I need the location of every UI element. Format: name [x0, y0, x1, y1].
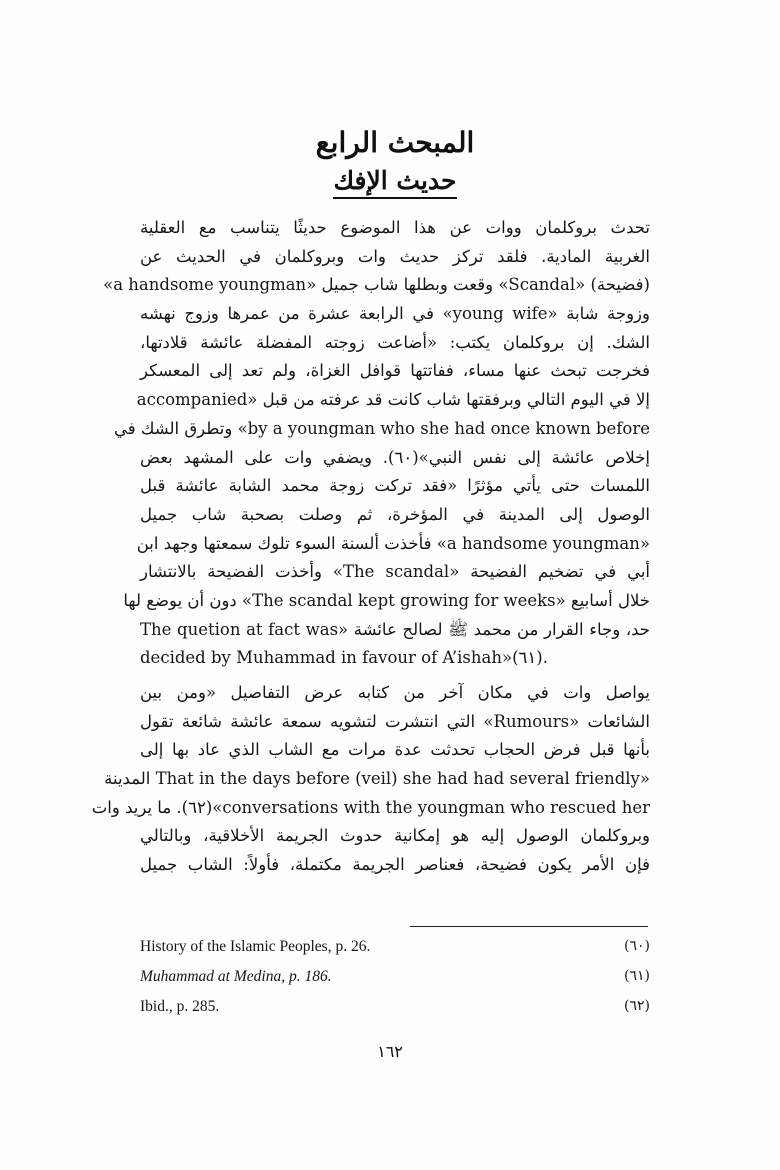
footnote-number: (٦٢) — [624, 998, 650, 1014]
text-line: إخلاص عائشة إلى نفس النبي»(٦٠). ويضفي وات على المشهد بعض — [140, 447, 650, 467]
text-line: الشائعات «Rumours» التي انتشرت لتشويه سمعة عائشة شائعة تقول — [140, 711, 650, 731]
footnote-text: History of the Islamic Peoples, p. 26. — [140, 938, 371, 955]
text-line: أبي في تضخيم الفضيحة «The scandal» وأخذت الفضيحة بالانتشار — [140, 562, 650, 582]
text-line: فإن الأمر يكون فضيحة، فعناصر الجريمة مكتملة، فأولاً: الشاب جميل — [140, 855, 650, 875]
text-line: إلا في اليوم التالي وبرفقتها شاب كانت قد عرفته من قبل «accompanied — [136, 390, 650, 410]
page-number: ١٦٢ — [377, 1042, 403, 1061]
text-line: يواصل وات في مكان آخر من كتابه عرض التفاصيل «ومن بين — [140, 683, 650, 702]
footnote — [140, 998, 650, 1022]
footnote-text: Muhammad at Medina, p. 186. — [140, 968, 332, 985]
text-line: الوصول إلى المدينة في المؤخرة، ثم وصلت بصحبة شاب جميل — [140, 504, 650, 524]
text-line: وبروكلمان الوصول إليه هو إمكانية حدوث الجريمة الأخلاقية، وبالتالي — [140, 826, 650, 846]
footnote-number: (٦١) — [624, 968, 650, 984]
footnote-divider — [410, 926, 648, 927]
text-line: الشك. إن بروكلمان يكتب: «أضاعت زوجته المفضلة عائشة قلادتها، — [140, 332, 650, 352]
text-line: (فضيحة) «Scandal» وقعت وبطلها شاب جميل «a handsome youngman» — [103, 275, 650, 295]
footnote — [140, 938, 650, 962]
footnote-number: (٦٠) — [624, 938, 650, 954]
text-line: بأنها قبل فرض الحجاب تحدثت عدة مرات مع الشاب الذي عاد بها إلى — [140, 740, 650, 760]
text-line: «a handsome youngman» فأخذت ألسنة السوء تلوك سمعتها وجهد ابن — [136, 533, 650, 553]
footnote-text: Ibid., p. 285. — [140, 998, 220, 1015]
text-line: decided by Muhammad in favour of A’ishah»(٦١). — [140, 648, 548, 668]
body-text — [91, 214, 650, 880]
text-line: conversations with the youngman who rescued her»(٦٢). ما يريد وات — [91, 797, 650, 817]
text-line: الغربية المادية. فلقد تركز حديث وات وبروكلمان في الحديث عن — [140, 246, 650, 266]
text-line: خلال أسابيع «The scandal kept growing for weeks» دون أن يوضع لها — [123, 590, 650, 610]
text-line: «That in the days before (veil) she had had several friendly المدينة — [104, 769, 650, 789]
text-line: تحدث بروكلمان ووات عن هذا الموضوع حديثًا يتناسب مع العقلية — [140, 218, 650, 237]
section-subtitle-text: حديث الإفك — [333, 166, 456, 199]
text-line: فخرجت تبحث عنها مساء، ففاتتها قوافل الغزاة، ولم تعد إلى المعسكر — [140, 361, 650, 381]
text-line: حد، وجاء القرار من محمد ﷺ لصالح عائشة «The quetion at fact was — [140, 619, 650, 639]
section-title: المبحث الرابع — [315, 126, 475, 159]
text-line: by a youngman who she had once known before» وتطرق الشك في — [113, 418, 650, 438]
footnote — [140, 968, 650, 992]
text-line: اللمسات حتى يأتي مؤثرًا «فقد تركت زوجة محمد الشابة عائشة قبل — [140, 476, 650, 496]
section-subtitle — [140, 166, 650, 195]
text-line: وزوجة شابة «young wife» في الرابعة عشرة من عمرها وزوج نهشه — [140, 304, 650, 324]
